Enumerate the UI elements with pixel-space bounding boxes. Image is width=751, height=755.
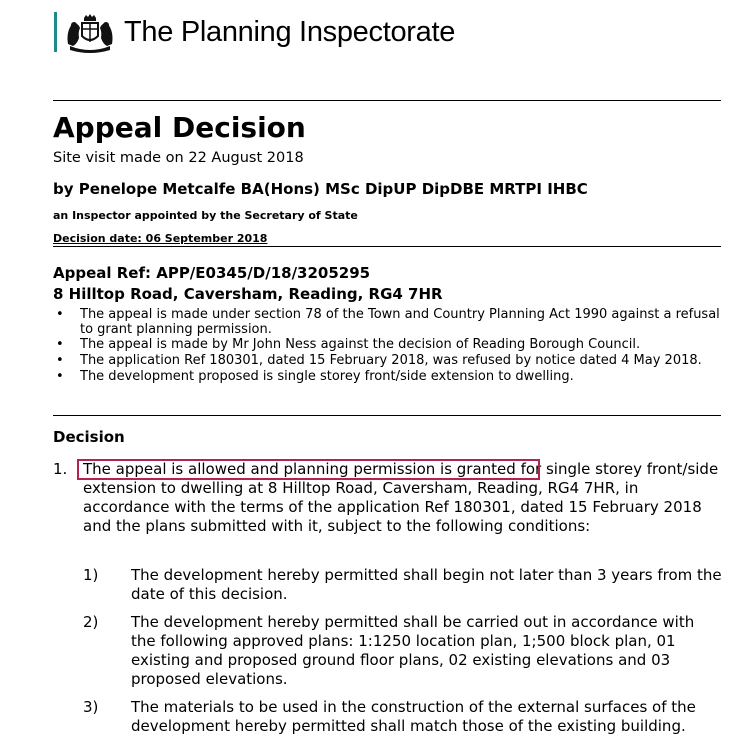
- list-item: • The appeal is made by Mr John Ness against the decision of Reading Borough Council.: [53, 338, 733, 353]
- condition-text: The development hereby permitted shall begin not later than 3 years from the date of this decision.: [131, 566, 722, 603]
- header-accent-bar: [54, 12, 57, 52]
- appeal-reference: Appeal Ref: APP/E0345/D/18/3205295: [53, 264, 371, 282]
- inspector-name: by Penelope Metcalfe BA(Hons) MSc DipUP DipDBE MRTPI IHBC: [53, 180, 588, 198]
- list-item: • The appeal is made under section 78 of the Town and Country Planning Act 1990 against a refusal to grant planning permission.: [53, 308, 733, 337]
- decision-heading: Decision: [53, 428, 125, 446]
- condition-number: 3): [83, 698, 99, 716]
- condition-text: The development hereby permitted shall be carried out in accordance with the following approved plans: 1:1250 location plan, 1;500 block plan, 01 existing and proposed ground floor plans, 02 existing elevations and 03 proposed elevations.: [131, 613, 695, 688]
- highlight-box: [77, 459, 540, 480]
- paragraph-number: 1.: [53, 460, 68, 478]
- site-address: 8 Hilltop Road, Caversham, Reading, RG4 7HR: [53, 285, 443, 303]
- section-divider: [53, 246, 721, 247]
- royal-coat-of-arms-icon: [64, 14, 116, 54]
- site-visit-date: Site visit made on 22 August 2018: [53, 150, 304, 166]
- condition-number: 2): [83, 613, 99, 631]
- organisation-name: The Planning Inspectorate: [124, 16, 456, 48]
- decision-text-rest: for single storey front/side extension to dwelling at 8 Hilltop Road, Caversham, Reading, RG4 7HR, in accordance with the terms of the application Ref 180301, dated 15 February 2018 and the plans submitted with it, subject to the following conditions:: [83, 460, 719, 535]
- condition-number: 1): [83, 566, 99, 584]
- document-title: Appeal Decision: [53, 111, 306, 144]
- list-item: • The application Ref 180301, dated 15 February 2018, was refused by notice dated 4 May 2018.: [53, 354, 733, 369]
- list-item: • The development proposed is single storey front/side extension to dwelling.: [53, 370, 733, 385]
- section-divider: [53, 415, 721, 416]
- header-divider: [53, 100, 721, 101]
- appeal-details-list: [53, 308, 733, 386]
- highlighted-decision-text: The appeal is allowed and planning permission is granted: [83, 460, 516, 478]
- decision-date: Decision date: 06 September 2018: [53, 232, 268, 245]
- inspector-appointment: an Inspector appointed by the Secretary of State: [53, 209, 358, 222]
- condition-text: The materials to be used in the construction of the external surfaces of the development hereby permitted shall match those of the existing building.: [131, 698, 696, 735]
